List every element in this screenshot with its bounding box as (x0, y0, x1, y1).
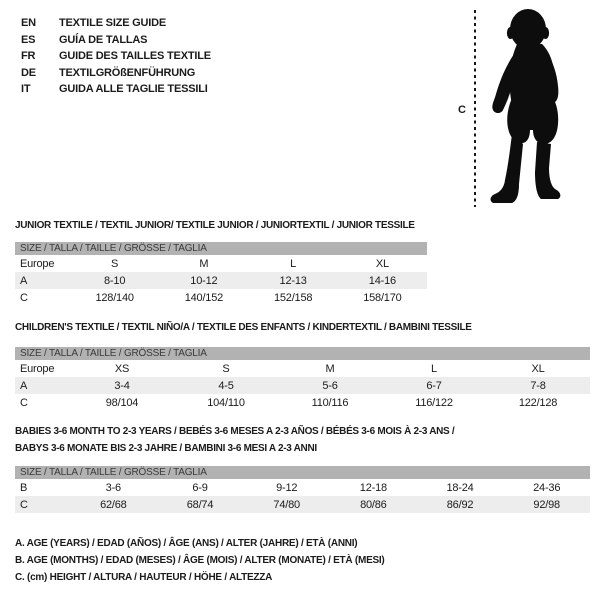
value-cell: 14-16 (368, 274, 396, 287)
value-cell: 5-6 (322, 379, 338, 392)
junior-size-table (15, 242, 427, 306)
value-cell: 8-10 (104, 274, 126, 287)
value-cell: 68/74 (186, 498, 214, 511)
language-code: FR (21, 50, 36, 63)
value-cell: 7-8 (530, 379, 546, 392)
value-cell: 152/158 (273, 291, 313, 304)
value-cell: 62/68 (100, 498, 127, 511)
footnote-b: B. AGE (MONTHS) / EDAD (MESES) / ÂGE (MOIS) / ALTER (MONATE) / ETÀ (MESI) (15, 555, 385, 566)
size-header-band: SIZE / TALLA / TAILLE / GRÖSSE / TAGLIA (15, 466, 590, 479)
size-row-europe (15, 360, 590, 377)
children-section-title: CHILDREN'S TEXTILE / TEXTIL NIÑO/A / TEXTILE DES ENFANTS / KINDERTEXTIL / BAMBINI TESSILE (15, 322, 472, 333)
value-cell: 6-7 (426, 379, 442, 392)
language-row-it (21, 81, 211, 98)
measure-row-b (15, 479, 590, 496)
value-cell: 158/170 (363, 291, 402, 304)
value-cell: 24-36 (533, 481, 561, 494)
measure-key-footnotes (15, 535, 385, 586)
value-cell: 98/104 (105, 396, 139, 409)
value-cell: 18-24 (446, 481, 474, 494)
height-measure-label-c: C (458, 104, 466, 116)
language-row-en (21, 15, 211, 32)
row-label: Europe (20, 257, 55, 270)
row-label: C (20, 396, 28, 409)
value-cell: 3-4 (114, 379, 130, 392)
row-label: C (20, 291, 28, 304)
value-cell: 86/92 (446, 498, 474, 511)
size-cell: L (290, 257, 297, 270)
size-cell: S (222, 362, 230, 375)
height-measure-dashed-line (474, 10, 476, 207)
toddler-silhouette (483, 7, 578, 209)
measure-row-c (15, 496, 590, 513)
row-label: C (20, 498, 28, 511)
value-cell: 128/140 (95, 291, 134, 304)
value-cell: 12-18 (359, 481, 387, 494)
value-cell: 12-13 (279, 274, 307, 287)
row-label: A (20, 379, 28, 392)
size-cell: L (431, 362, 437, 375)
size-cell: XL (375, 257, 389, 270)
junior-section-title: JUNIOR TEXTILE / TEXTIL JUNIOR/ TEXTILE JUNIOR / JUNIORTEXTIL / JUNIOR TESSILE (15, 220, 415, 231)
measure-row-a (15, 272, 427, 289)
guide-title: GUÍA DE TALLAS (59, 33, 148, 46)
size-cell: XL (531, 362, 545, 375)
language-title-list (21, 15, 211, 98)
value-cell: 74/80 (273, 498, 300, 511)
language-row-es (21, 32, 211, 49)
size-header-band: SIZE / TALLA / TAILLE / GRÖSSE / TAGLIA (15, 347, 590, 360)
measure-row-c (15, 289, 427, 306)
size-cell: S (111, 257, 119, 270)
guide-title: TEXTILGRÖßENFÜHRUNG (59, 66, 196, 79)
babies-title-line-1: BABIES 3-6 MONTH TO 2-3 YEARS / BEBÉS 3-6 MESES A 2-3 AÑOS / BÉBÉS 3-6 MOIS À 2-3 ANS / (15, 426, 455, 437)
size-header-band: SIZE / TALLA / TAILLE / GRÖSSE / TAGLIA (15, 242, 427, 255)
language-code: DE (21, 66, 36, 79)
value-cell: 3-6 (105, 481, 121, 494)
value-cell: 92/98 (533, 498, 560, 511)
babies-size-table (15, 466, 590, 513)
measure-row-a (15, 377, 590, 394)
babies-title-line-2: BABYS 3-6 MONATE BIS 2-3 JAHRE / BAMBINI 3-6 MESI A 2-3 ANNI (15, 443, 317, 454)
size-cell: M (325, 362, 335, 375)
footnote-a: A. AGE (YEARS) / EDAD (AÑOS) / ÂGE (ANS) / ALTER (JAHRE) / ETÀ (ANNI) (15, 538, 358, 549)
guide-title: TEXTILE SIZE GUIDE (59, 17, 167, 30)
guide-title: GUIDE DES TAILLES TEXTILE (59, 50, 211, 63)
language-code: EN (21, 17, 36, 30)
footnote-c: C. (cm) HEIGHT / ALTURA / HAUTEUR / HÖHE / ALTEZZA (15, 572, 273, 583)
row-label: Europe (20, 362, 55, 375)
value-cell: 80/86 (360, 498, 387, 511)
value-cell: 110/116 (311, 396, 349, 409)
row-label: B (20, 481, 28, 494)
size-cell: M (199, 257, 209, 270)
value-cell: 9-12 (276, 481, 298, 494)
size-cell: XS (114, 362, 130, 375)
language-row-fr (21, 48, 211, 65)
value-cell: 104/110 (207, 396, 245, 409)
value-cell: 6-9 (192, 481, 208, 494)
size-row-europe (15, 255, 427, 272)
value-cell: 4-5 (218, 379, 234, 392)
guide-title: GUIDA ALLE TAGLIE TESSILI (59, 83, 208, 96)
language-code: IT (21, 83, 31, 96)
value-cell: 10-12 (190, 274, 218, 287)
row-label: A (20, 274, 28, 287)
children-size-table (15, 347, 590, 411)
language-code: ES (21, 33, 36, 46)
value-cell: 122/128 (518, 396, 558, 409)
value-cell: 116/122 (415, 396, 453, 409)
measure-row-c (15, 394, 590, 411)
value-cell: 140/152 (184, 291, 224, 304)
babies-section-title (15, 423, 454, 457)
language-row-de (21, 65, 211, 82)
